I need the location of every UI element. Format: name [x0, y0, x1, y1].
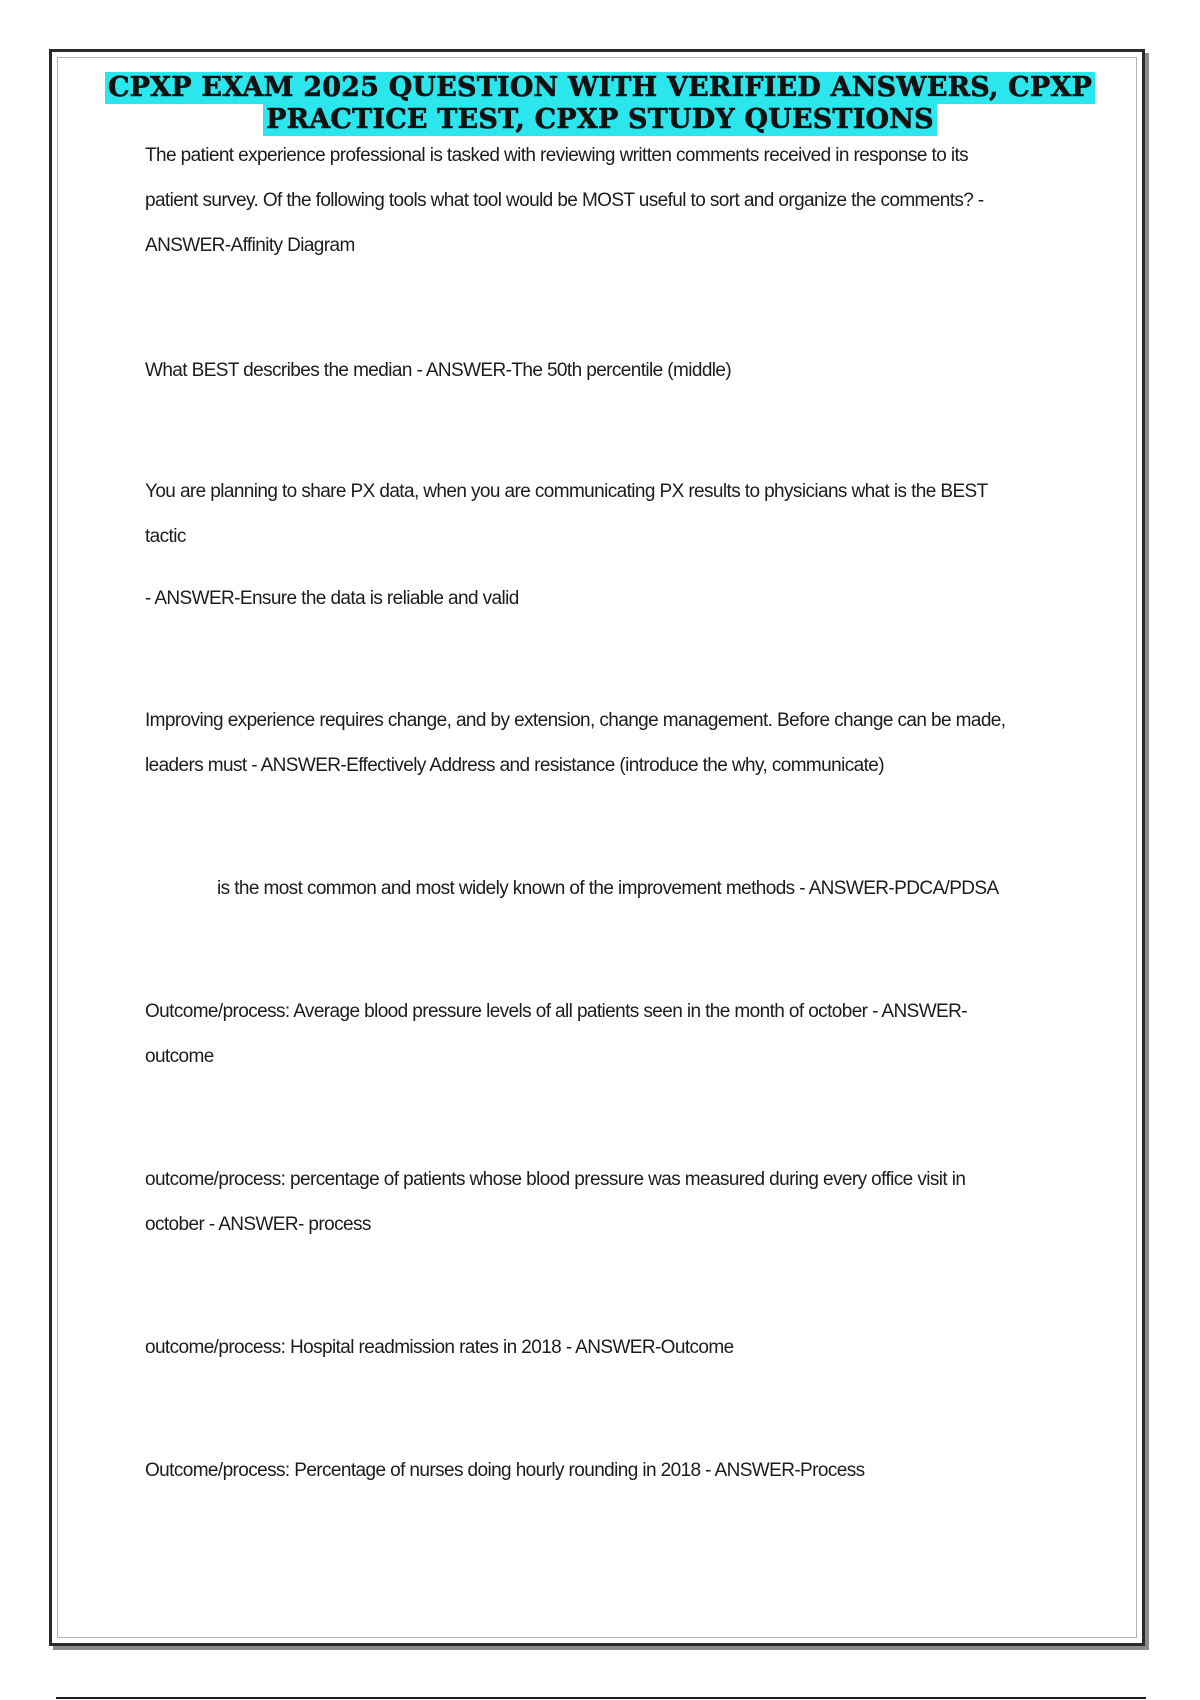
question-line: is the most common and most widely known of the improvement methods - ANSWER-PDCA/PDSA: [217, 878, 999, 899]
question-block-2: [145, 348, 1075, 393]
question-block-8: [145, 1325, 1075, 1370]
title-line-1: CPXP EXAM 2025 QUESTION WITH VERIFIED ANSWERS, CPXP: [105, 72, 1095, 104]
question-line: Outcome/process: Average blood pressure levels of all patients seen in the month of october - ANSWER-: [145, 1001, 967, 1022]
question-line: Improving experience requires change, and by extension, change management. Before change can be made,: [145, 710, 1006, 731]
answer-line: outcome: [145, 1046, 214, 1067]
question-block-4: [145, 698, 1075, 788]
answer-line: ANSWER-Affinity Diagram: [145, 235, 355, 256]
question-block-5: [217, 866, 1097, 911]
question-line: The patient experience professional is tasked with reviewing written comments received in response to its: [145, 145, 969, 166]
question-line: You are planning to share PX data, when you are communicating PX results to physicians what is the BEST: [145, 481, 988, 502]
title-line-2: PRACTICE TEST, CPXP STUDY QUESTIONS: [263, 104, 937, 136]
question-block-9: [145, 1448, 1075, 1493]
page-border-inner: [57, 57, 1137, 1638]
question-block-6: [145, 989, 1075, 1079]
question-line: patient survey. Of the following tools what tool would be MOST useful to sort and organize the comments? -: [145, 190, 984, 211]
answer-line: - ANSWER-Ensure the data is reliable and valid: [145, 588, 519, 609]
page-border: [49, 49, 1145, 1646]
answer-block-3: [145, 576, 1075, 621]
question-line: tactic: [145, 526, 186, 547]
question-block-1: [145, 133, 1075, 268]
question-line: outcome/process: Hospital readmission rates in 2018 - ANSWER-Outcome: [145, 1337, 734, 1358]
document-title: [100, 72, 1100, 136]
question-line: leaders must - ANSWER-Effectively Address and resistance (introduce the why, communicate): [145, 755, 884, 776]
question-line: outcome/process: percentage of patients whose blood pressure was measured during every office visit in: [145, 1169, 966, 1190]
question-block-3: [145, 469, 1075, 559]
question-line: Outcome/process: Percentage of nurses doing hourly rounding in 2018 - ANSWER-Process: [145, 1460, 865, 1481]
footer-divider: [56, 1697, 1146, 1699]
question-line: What BEST describes the median - ANSWER-The 50th percentile (middle): [145, 360, 732, 381]
answer-line: october - ANSWER- process: [145, 1214, 371, 1235]
question-block-7: [145, 1157, 1075, 1247]
